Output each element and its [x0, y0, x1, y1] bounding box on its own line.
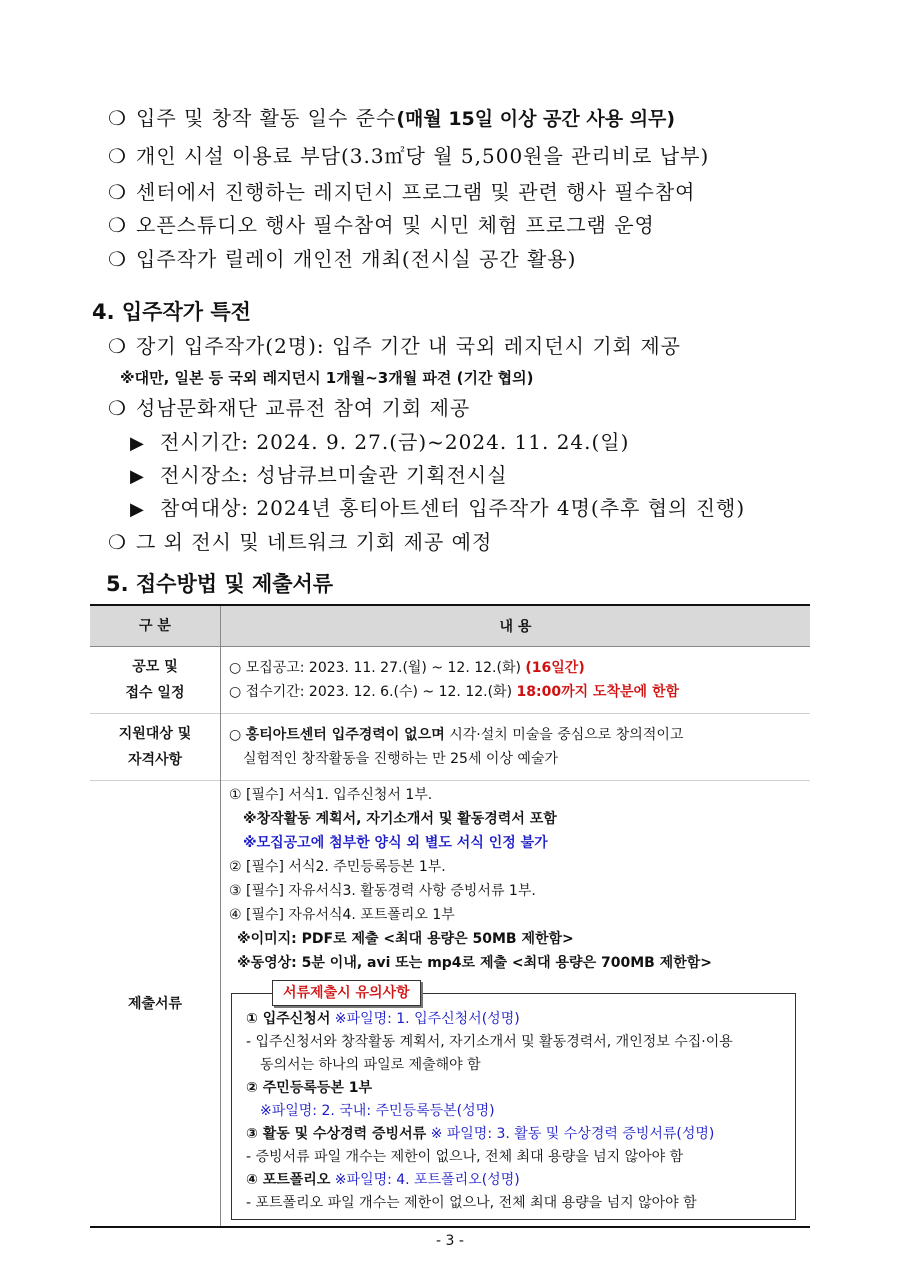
circle-bullet-icon: ❍ — [108, 180, 127, 204]
circle-bullet-icon: ❍ — [108, 213, 127, 237]
table-row-documents — [90, 781, 810, 1228]
recruit-period: ○ 모집공고: 2023. 11. 27.(월) ~ 12. 12.(화) (16일간) — [229, 660, 585, 676]
image-format-note: ※이미지: PDF로 제출 <최대 용량은 50MB 제한함> — [237, 931, 574, 947]
header-category: 구 분 — [90, 605, 221, 647]
triangle-bullet-icon: ▶ — [130, 466, 145, 487]
circle-bullet-icon: ❍ — [108, 334, 127, 358]
circle-bullet-icon: ❍ — [108, 106, 127, 130]
bullet-other-opportunities: ❍ 그 외 전시 및 네트워크 기회 제공 예정 — [108, 530, 493, 554]
bullet-open-studio: ❍ 오픈스튜디오 행사 필수참여 및 시민 체험 프로그램 운영 — [108, 213, 655, 237]
application-period: ○ 접수기간: 2023. 12. 6.(수) ~ 12. 12.(화) 18:00까지 도착분에 한함 — [229, 684, 680, 700]
table-row-eligibility — [90, 714, 810, 781]
section-4-heading: 4. 입주작가 특전 — [92, 300, 251, 324]
submission-notes-box: 서류제출시 유의사항 ① 입주신청서 ※파일명: 1. 입주신청서(성명) - 입주신청서와 창작활동 계획서, 자기소개서 및 활동경력서, 개인정보 수집·이용 동의서는 하나의 파일로 제출해야 함 ② 주민등록등본 1부 ※파일명: 2. 국내: 주민등록등본(성명) ③ 활동 및 수상경력 증빙서류 ※ 파일명: 3. 활동 및 수상경력 증빙서류(성명) - 증빙서류 파일 개수는 제한이 없으나, 전체 최대 용량을 넘지 않아야 함 ④ 포트폴리오 ※파일명: 4. 포트폴리오(성명) - 포트폴리오 파일 개수는 제한이 없으나, 전체 최대 용량을 넘지 않아야 함 — [231, 993, 796, 1220]
overseas-residency-note: ※대만, 일본 등 국외 레지던시 1개월~3개월 파견 (기간 협의) — [120, 369, 534, 387]
documents-label: 제출서류 — [90, 781, 221, 1228]
schedule-label: 공모 및 접수 일정 — [90, 647, 221, 714]
triangle-bullet-icon: ▶ — [130, 433, 145, 454]
section-5-heading: 5. 접수방법 및 제출서류 — [106, 572, 334, 596]
circle-bullet-icon: ❍ — [108, 396, 127, 420]
exhibition-period: ▶ 전시기간: 2024. 9. 27.(금)~2024. 11. 24.(일) — [130, 430, 630, 454]
bullet-exchange-exhibition: ❍ 성남문화재단 교류전 참여 기회 제공 — [108, 396, 471, 420]
submission-table — [90, 604, 810, 1228]
bullet-facility-fee: ❍ 개인 시설 이용료 부담(3.3㎡당 월 5,500원을 관리비로 납부) — [108, 144, 710, 168]
exhibition-participants: ▶ 참여대상: 2024년 홍티아트센터 입주작가 4명(추후 협의 진행) — [130, 496, 746, 520]
table-row-schedule — [90, 647, 810, 714]
notes-box-tag: 서류제출시 유의사항 — [272, 980, 421, 1006]
header-content: 내 용 — [221, 605, 811, 647]
doc-item-application: ① [필수] 서식1. 입주신청서 1부. — [229, 787, 433, 803]
doc-item-portfolio: ④ [필수] 자유서식4. 포트폴리오 1부 — [229, 907, 455, 923]
page-number: - 3 - — [436, 1233, 464, 1249]
eligibility-label: 지원대상 및 자격사항 — [90, 714, 221, 781]
table-header-row — [90, 605, 810, 647]
doc-note-form-only: ※모집공고에 첨부한 양식 외 별도 서식 인정 불가 — [243, 835, 548, 851]
circle-bullet-icon: ❍ — [108, 144, 127, 168]
doc-item-resident-register: ② [필수] 서식2. 주민등록등본 1부. — [229, 859, 446, 875]
schedule-content — [221, 647, 811, 714]
eligibility-content: ○ 홍티아트센터 입주경력이 없으며 시각·설치 미술을 중심으로 창의적이고 실험적인 창작활동을 진행하는 만 25세 이상 예술가 — [221, 714, 811, 781]
bullet-program-participation: ❍ 센터에서 진행하는 레지던시 프로그램 및 관련 행사 필수참여 — [108, 180, 696, 204]
exhibition-venue: ▶ 전시장소: 성남큐브미술관 기획전시실 — [130, 463, 508, 487]
bullet-residency-days: ❍ 입주 및 창작 활동 일수 준수(매월 15일 이상 공간 사용 의무) — [108, 106, 676, 130]
bullet-relay-exhibition: ❍ 입주작가 릴레이 개인전 개최(전시실 공간 활용) — [108, 247, 577, 271]
documents-content — [221, 781, 811, 1228]
triangle-bullet-icon: ▶ — [130, 499, 145, 520]
circle-bullet-icon: ❍ — [108, 247, 127, 271]
circle-bullet-icon: ❍ — [108, 530, 127, 554]
doc-item-activity-proof: ③ [필수] 자유서식3. 활동경력 사항 증빙서류 1부. — [229, 883, 536, 899]
doc-note-included: ※창작활동 계획서, 자기소개서 및 활동경력서 포함 — [243, 811, 557, 827]
video-format-note: ※동영상: 5분 이내, avi 또는 mp4로 제출 <최대 용량은 700MB 제한함> — [237, 955, 712, 971]
bullet-long-term-residents: ❍ 장기 입주작가(2명): 입주 기간 내 국외 레지던시 기회 제공 — [108, 334, 681, 358]
